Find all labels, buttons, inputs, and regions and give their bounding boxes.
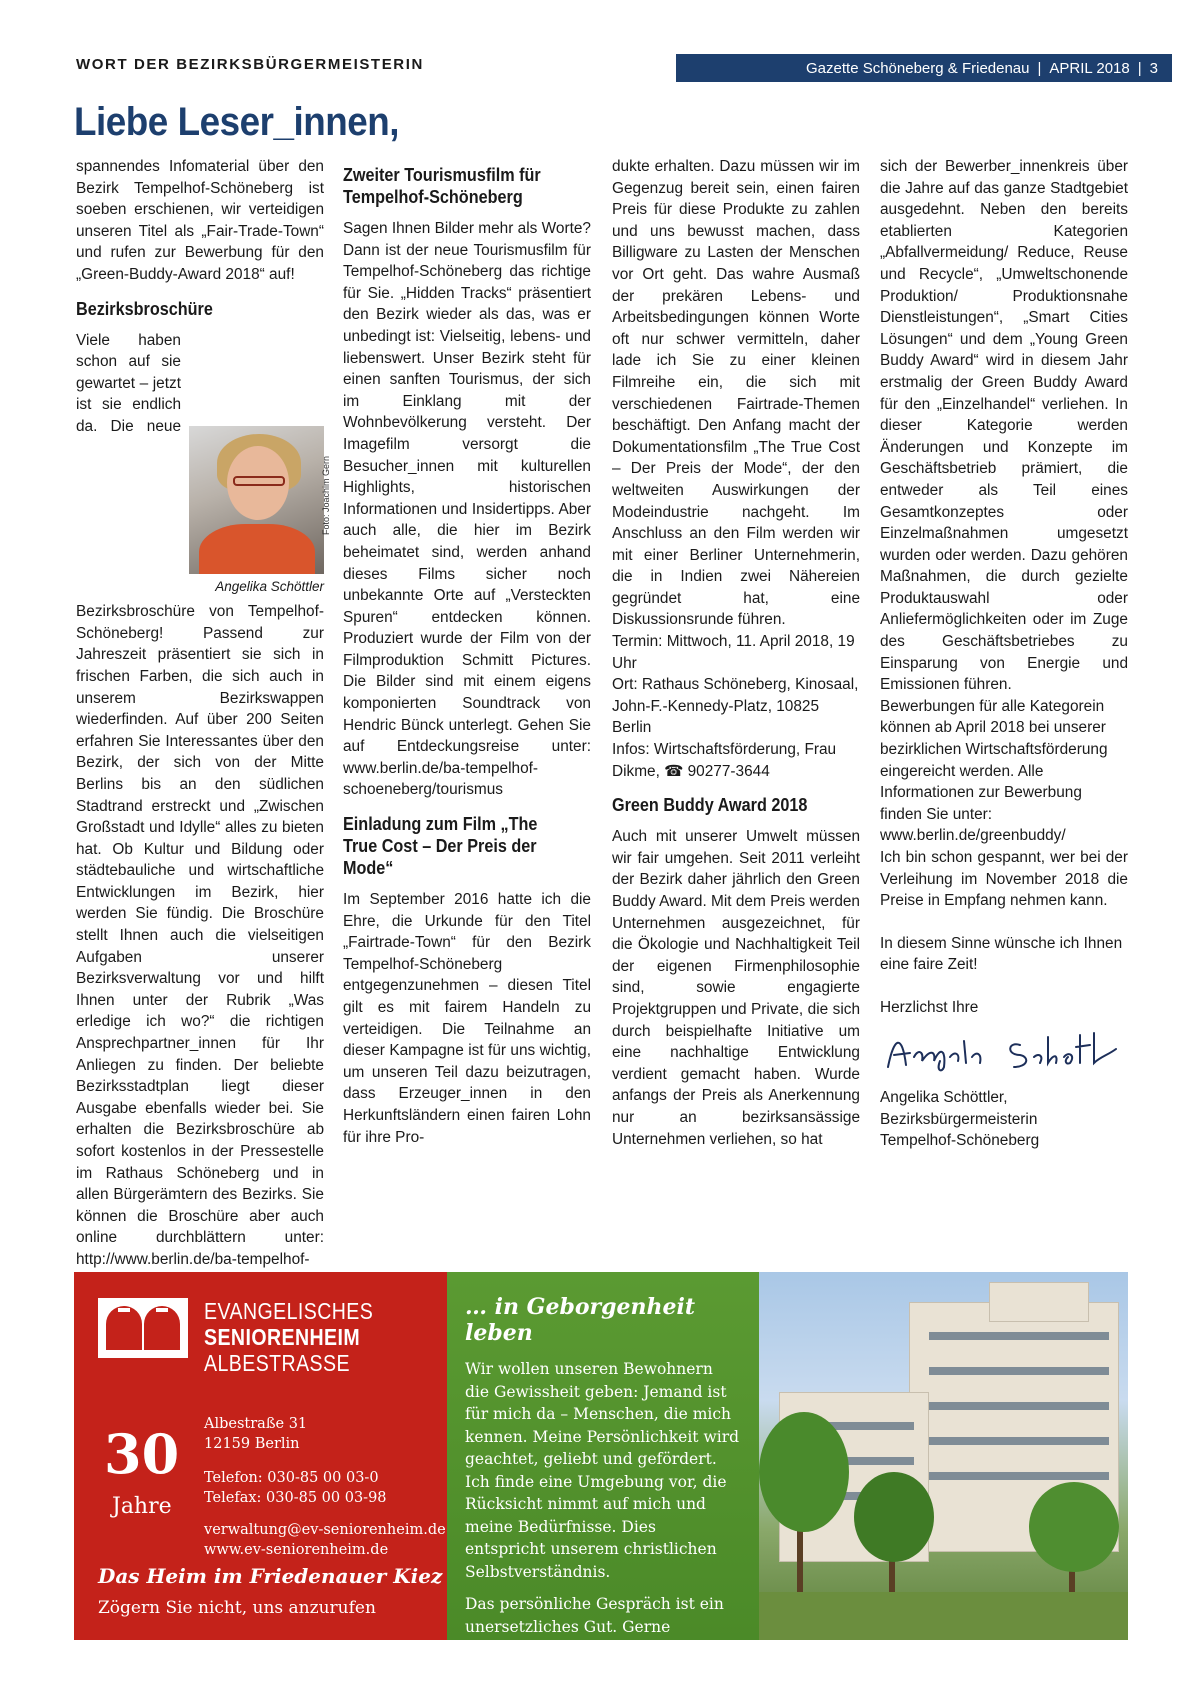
einladung-paragraph: Im September 2016 hatte ich die Ehre, die Urkunde für den Titel „Fairtrade-Town“ für den Bezirk Tempelhof-Schöneberg entgegenzunehmen – diesen Titel gilt es mit fairem Handeln zu verteidigen. Die Teilnahme an dieser Kampagne ist für uns wichtig, um unseren Teil dazu beizutragen, dass Erzeuger_innen in den Herkunftsländern einen fairen Lohn für ihre Pro- [343, 891, 591, 1146]
event-date: Termin: Mittwoch, 11. April 2018, 19 Uhr [612, 633, 855, 672]
intro-paragraph: spannendes Infomaterial über den Bezirk Tempelhof-Schöneberg ist soeben erschienen, wir verteidigen unseren Titel als „Fair-Trade-Town“ und rufen zur Bewerbung für den „Green-Buddy-Award 2018“ auf! [76, 158, 324, 283]
page-title: Liebe Leser_innen, [74, 100, 400, 144]
ad-website: www.ev-seniorenheim.de [204, 1542, 389, 1558]
seniorenheim-advertisement [74, 1272, 1128, 1681]
ad-title: … in Geborgenheit leben [465, 1294, 695, 1346]
heading-einladung: Einladung zum Film „The True Cost – Der Preis der Mode“ [343, 814, 538, 879]
signature-title: Bezirksbürgermeisterin [880, 1110, 1038, 1128]
column-2 [343, 156, 591, 1148]
anniversary-number: 30 [104, 1422, 180, 1486]
ad-email: verwaltung@ev-seniorenheim.de [204, 1522, 446, 1538]
column-1 [76, 156, 332, 1314]
award-continued-paragraph: sich der Bewerber_innenkreis über die Jahre auf das ganze Stadtgebiet ausgedehnt. Neben den bereits etablierten Kategorien „Abfallvermeidung/ Reduce, Reuse und Recycle“, „Umweltschonende Produktion/ Produktionsnahe Dienstleistungen“, „Smart Cities Lösungen“ und dem „Young Green Buddy Award“ wird in diesem Jahr erstmalig der Green Buddy Award für den „Einzelhandel“ verliehen. In dieser Kategorie werden Änderungen und Konzepte im Geschäftsbetrieb prämiert, die entweder als Teil eines Gesamtkonzeptes oder Einzelmaßnahmen umgesetzt wurden oder werden. Dazu gehören Maßnahmen, die durch gezielte Produktauswahl oder Anliefermöglichkeiten oder im Zuge des Geschäftsbetriebes zu Einsparung von Energie und Emissionen führen. [880, 158, 1128, 694]
photo-credit: Foto: Joachim Gern [321, 455, 332, 535]
award-paragraph: Auch mit unserer Umwelt müssen wir fair umgehen. Seit 2011 verleiht der Bezirk daher jährlich den Green Buddy Award. Mit dem Preis werden Unternehmen ausgezeichnet, für die Ökologie und Nachhaltigkeit Teil der eigenen Firmenphilosophie sind, sowie engagierte Projektgruppen und Private, die sich durch beispielhafte Initiative um eine nachhaltige Entwicklung verdient gemacht haben. Wurde anfangs der Preis als Anerkennung nur an bezirksansässige Unternehmen verliehen, so hat [612, 828, 860, 1148]
ad-web-block [204, 1520, 446, 1560]
ad-phone: Telefon: 030-85 00 03-0 [204, 1470, 379, 1486]
bewerbung-paragraph: Bewerbungen für alle Kategorein können ab April 2018 bei unserer bezirklichen Wirtschaftsförderung eingereicht werden. Alle Informationen zur Bewerbung finden Sie unter: www.berlin.de/greenbuddy/ [880, 697, 1108, 845]
ad-fax: Telefax: 030-85 00 03-98 [204, 1490, 387, 1506]
column-4 [880, 156, 1128, 1152]
publication-bar [676, 54, 1172, 82]
heading-tourismusfilm: Zweiter Tourismusfilm für Tempelhof-Schöneberg [343, 165, 541, 207]
section-label: WORT DER BEZIRKSBÜRGERMEISTERIN [76, 56, 424, 73]
ad-city: 12159 Berlin [204, 1436, 300, 1452]
publication-name: Gazette Schöneberg & Friedenau [806, 59, 1030, 77]
anniversary-label: Jahre [112, 1494, 172, 1519]
tourismusfilm-paragraph: Sagen Ihnen Bilder mehr als Worte? Dann ist der neue Tourismusfilm für Tempelhof-Schöneberg das richtige für Sie. „Hidden Tracks“ präsentiert den Bezirk wieder als das, was er unbedingt ist: Vielseitig, lebens- und liebenswert. Unser Bezirk steht für einen sanften Tourismus, der sich im Einklang mit der Wohnbevölkerung versteht. Der Imagefilm versorgt die Besucher_innen mit kulturellen Highlights, historischen Informationen und Insidertipps. Aber auch alle, die hier im Bezirk beheimatet sind, werden anhand dieses Films sicher noch unbekannte Orte auf „Versteckten Spuren“ entdecken können. Produziert wurde der Film von der Filmproduktion Schmitt Pictures. Die Bilder sind mit einem eigens komponierten Soundtrack von Hendric Bünck unterlegt. Gehen Sie auf Entdeckungsreise unter: www.berlin.de/ba-tempelhof-schoeneberg/tourismus [343, 220, 591, 799]
photo-caption: Angelika Schöttler [215, 578, 324, 594]
greeting: Herzlichst Ihre [880, 998, 979, 1016]
ad-call-to-action: Zögern Sie nicht, uns anzurufen [98, 1598, 376, 1618]
event-location: Ort: Rathaus Schöneberg, Kinosaal, John-F.-Kennedy-Platz, 10825 Berlin [612, 676, 859, 737]
fairtrade-paragraph: dukte erhalten. Dazu müssen wir im Gegenzug bereit sein, einen fairen Preis für diese Produkte zu zahlen und uns bewusst machen, dass Billigware zu Lasten der Menschen vor Ort geht. Das wahre Ausmaß der prekären Lebens- und Arbeitsbedingungen können Worte oft nur schwer vermitteln, daher lade ich Sie zu einer kleinen Filmreihe ein, die sich mit verschiedenen Fairtrade-Themen beschäftigt. Den Anfang macht der Dokumentationsfilm „The True Cost – Der Preis der Mode“, der den weltweiten Auswirkungen der Modeindustrie nachgeht. Im Anschluss an den Film werden wir mit einer Berliner Unternehmerin, die in Indien zwei Nähereien gegründet hat, eine Diskussionsrunde führen. [612, 158, 860, 629]
broschuere-paragraph: Viele haben schon auf sie gewartet – jetzt ist sie endlich da. Die neue Bezirksbroschüre von Tempelhof-Schöneberg! Passend zur Jahreszeit präsentiert sie sich in frischen Farben, die sich auch in unserem Bezirkswappen wiederfinden. Auf über 200 Seiten erfahren Sie Interessantes über den Bezirk, der sich von der Mitte Berlins bis an den südlichen Stadtrand erstreckt und „Zwischen Großstadt und Idylle“ alles zu bieten hat. Ob Kultur und Bildung oder städtebauliche und wirtschaftliche Entwicklungen im Bezirk, hier werden Sie fündig. Die Broschüre stellt Ihnen auch die vielseitigen Aufgaben unserer Bezirksverwaltung vor und hilft Ihnen unter der Rubrik „Was erledige ich wo?“ die richtigen Ansprechpartner_innen für Ihr Anliegen zu finden. Der beliebte Bezirksstadtplan liegt dieser Ausgabe ebenfalls wieder bei. Sie erhalten die Bezirksbroschüre ab sofort kostenlos in der Pressestelle im Rathaus Schöneberg und in allen Bürgerämtern des Bezirks. Sie können die Broschüre aber auch online durchblättern unter: http://www.berlin.de/ba-tempelhof- [76, 331, 324, 1268]
column-3 [612, 156, 860, 1150]
verleihung-paragraph: Ich bin schon gespannt, wer bei der Verleihung im November 2018 die Preise in Empfang nehmen kann. [880, 849, 1128, 910]
ad-paragraph-2: Das persönliche Gespräch ist ein unersetzliches Gut. Gerne vereinbaren wir mit Ihnen einen Termin zur Hausbesichtigung. [465, 1595, 724, 1681]
ad-contact-panel [74, 1272, 447, 1640]
signature-name: Angelika Schöttler, [880, 1089, 1008, 1107]
ad-phone-block [204, 1468, 387, 1508]
building-photo [759, 1272, 1128, 1640]
handwritten-signature [880, 1027, 1128, 1075]
org-name-line3: ALBESTRASSE [204, 1350, 350, 1376]
wish-paragraph: In diesem Sinne wünsche ich Ihnen eine faire Zeit! [880, 934, 1123, 974]
ad-address [204, 1414, 307, 1454]
separator: | [1037, 59, 1042, 77]
org-name-line2: SENIORENHEIM [204, 1324, 361, 1350]
portrait-photo [189, 426, 324, 574]
org-name-line1: EVANGELISCHES [204, 1298, 374, 1324]
ad-text-panel [447, 1272, 759, 1681]
separator: | [1137, 59, 1142, 77]
portrait-figure [189, 426, 332, 598]
heading-bezirksbroschuere: Bezirksbroschüre [76, 298, 213, 319]
ad-slogan: Das Heim im Friedenauer Kiez [98, 1564, 443, 1588]
seniorenheim-logo-icon [98, 1298, 188, 1358]
event-contact: Infos: Wirtschaftsförderung, Frau Dikme, ☎ 90277-3644 [612, 741, 837, 780]
ad-street: Albestraße 31 [204, 1416, 308, 1432]
signature-district: Tempelhof-Schöneberg [880, 1132, 1040, 1150]
issue-date: APRIL 2018 [1049, 59, 1130, 77]
heading-green-buddy-award: Green Buddy Award 2018 [612, 795, 808, 816]
page-number: 3 [1149, 59, 1158, 77]
ad-paragraph-1: Wir wollen unseren Bewohnern die Gewissheit geben: Jemand ist für mich da – Menschen, die mich kennen. Meine Persönlichkeit wird geachtet, geliebt und gefördert. Ich finde eine Umgebung vor, die Rücksicht nimmt auf mich und meine Bedürfnisse. Dies entspricht unserem christlichen Selbstverständnis. [465, 1360, 740, 1581]
